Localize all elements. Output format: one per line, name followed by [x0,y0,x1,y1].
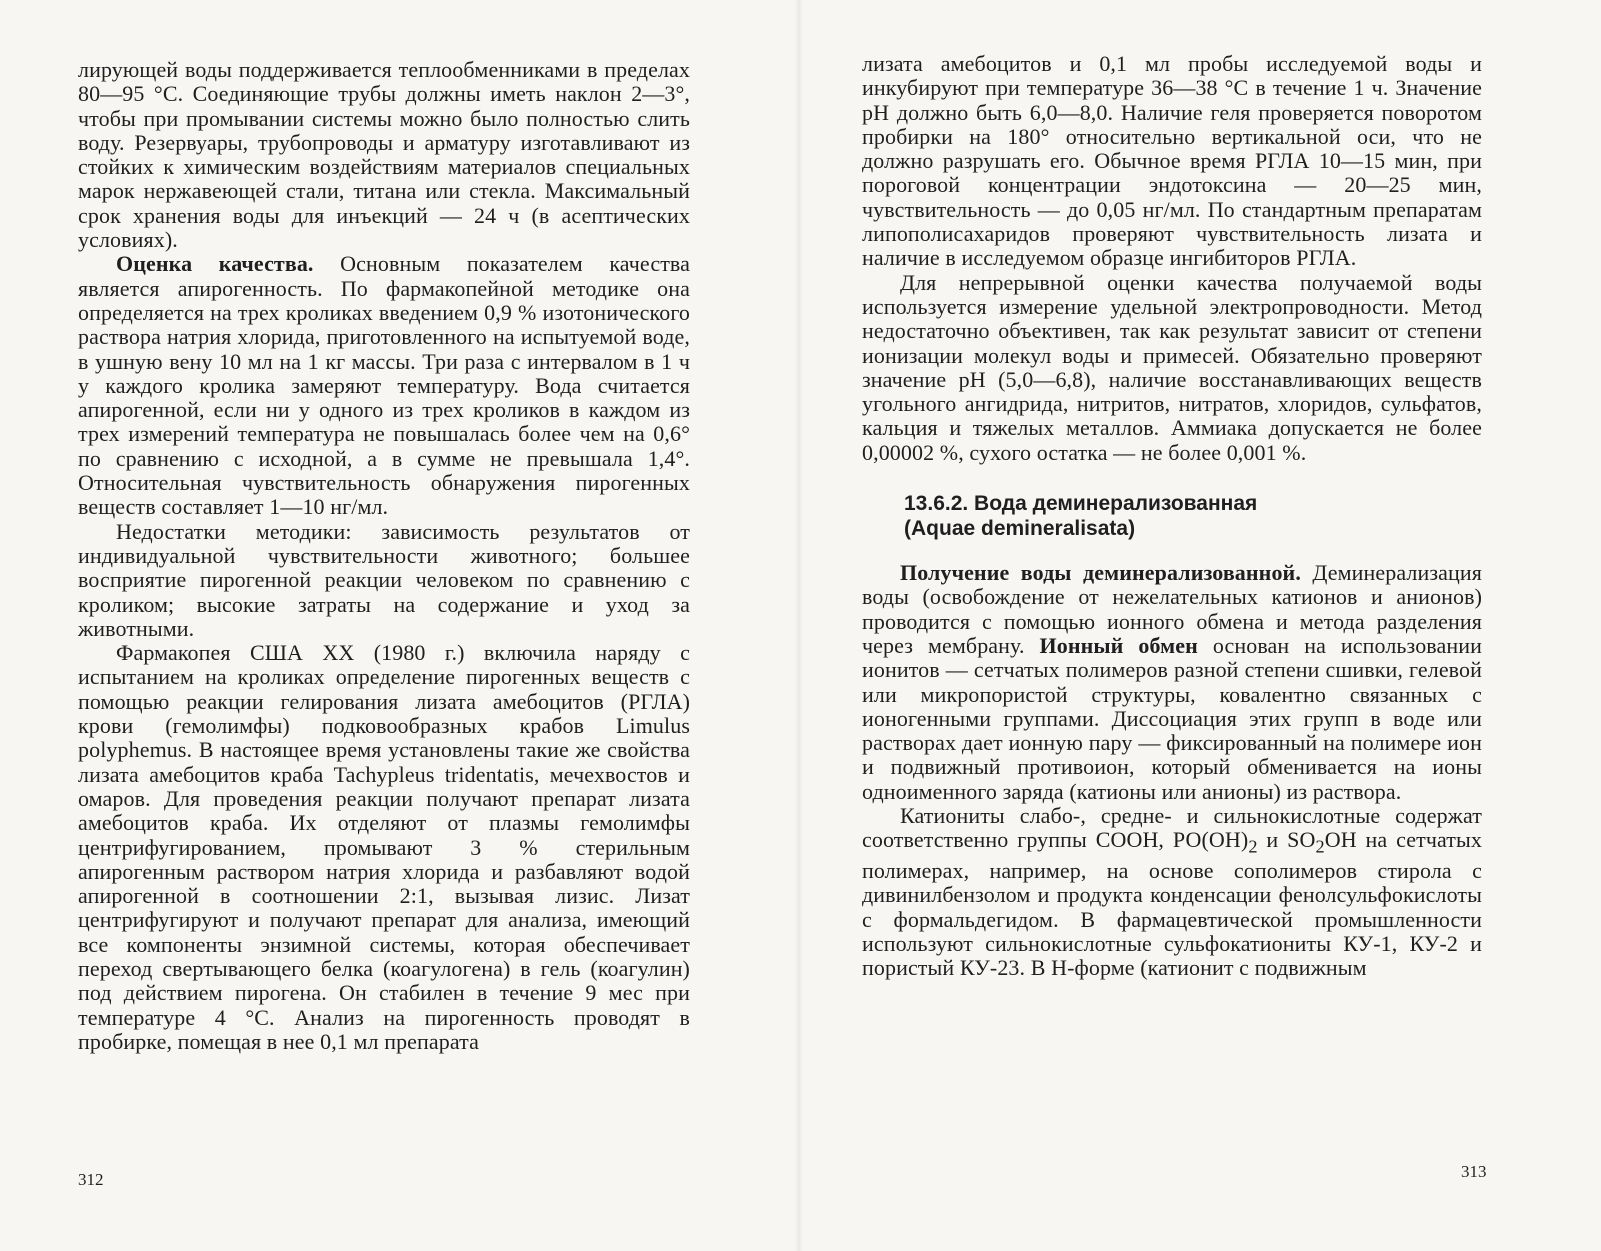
section-heading-latin: (Aquae demineralisata) [904,517,1136,541]
right-page-text [862,52,1482,980]
subscript: 2 [1248,836,1258,857]
paragraph-text: Основным показателем качества является апирогенность. По фармакопейной методике она определяется на трех кроликах введением 0,9 % изотонического раствора натрия хлорида, приготовленного на испытуемой воде, в ушную вену 10 мл на 1 кг массы. Три раза с интервалом в 1 ч у каждого кролика замеряют температуру. Вода считается апирогенной, если ни у одного из трех кроликов в каждом из трех измерений температура не повышалась более чем на 0,6° по сравнению с исходной, а в сумме не превышала 1,4°. Относительная чувствительность обнаружения пирогенных веществ составляет 1—10 нг/мл. [78,251,690,520]
paragraph: Для непрерывной оценки качества получаемой воды используется измерение удельной электропроводности. Метод недостаточно объективен, так как результат зависит от степени ионизации молекул воды и примесей. Обязательно проверяют значение рН (5,0—6,8), наличие восстанавливающих веществ угольного ангидрида, нитритов, нитратов, хлоридов, сульфатов, кальция и тяжелых металлов. Аммиака допускается не более 0,00002 %, сухого остатка — не более 0,001 %. [862,269,1482,465]
paragraph: лирующей воды поддерживается теплообменниками в пределах 80—95 °С. Соединяющие трубы должны иметь наклон 2—3°, чтобы при промывании системы можно было полностью слить воду. Резервуары, трубопроводы и арматуру изготавливают из стойких к химическим воздействиям материалов специальных марок нержавеющей стали, титана или стекла. Максимальный срок хранения воды для инъекций — 24 ч (в асептических условиях). [78,57,690,253]
bold-term: Ионный обмен [1039,632,1198,658]
paragraph-text: Деминерализация воды (освобождение от нежелательных катионов и анионов) проводится с помощью ионного обмена и метода разделения через мембрану. [862,560,1482,658]
paragraph [862,804,1482,980]
left-page-text [78,58,690,1054]
left-page [0,0,800,1251]
paragraph-text: и SO [1257,827,1316,853]
section-heading [904,491,1482,541]
page-number: 313 [1461,1162,1487,1181]
paragraph [78,252,690,519]
right-page [800,0,1601,1251]
paragraph: Недостатки методики: зависимость результатов от индивидуальной чувствительности животного; большее восприятие пирогенной реакции человеком по сравнению с кроликом; высокие затраты на содержание и уход за животными. [78,518,690,641]
bold-lead: Оценка качества. [116,251,314,277]
paragraph: Фармакопея США XX (1980 г.) включила наряду с испытанием на кроликах определение пирогенных веществ с помощью реакции гелирования лизата амебоцитов (РГЛА) крови (гемолимфы) подковообразных крабов Limulus polyphemus. В настоящее время установлены такие же свойства лизата амебоцитов краба Tachypleus tridentatis, мечехвостов и омаров. Для проведения реакции получают препарат лизата амебоцитов краба. Их отделяют от плазмы гемолимфы центрифугированием, промывают 3 % стерильным апирогенным раствором натрия хлорида и разбавляют водой апирогенной в соотношении 2:1, вызывая лизис. Лизат центрифугируют и получают препарат для анализа, имеющий все компоненты энзимной системы, которая обеспечивает переход свертывающего белка (коагулогена) в гель (коагулин) под действием пирогена. Он стабилен в течение 9 мес при температуре 4 °С. Анализ на пирогенность проводят в пробирке, помещая в нее 0,1 мл препарата [78,640,690,1054]
section-heading-title: 13.6.2. Вода деминерализованная [904,492,1258,516]
paragraph: лизата амебоцитов и 0,1 мл пробы исследуемой воды и инкубируют при температуре 36—38 °С в течение 1 ч. Значение рН должно быть 6,0—8,0. Наличие геля проверяется поворотом пробирки на 180° относительно вертикальной оси, что не должно разрушать его. Обычное время РГЛА 10—15 мин, при пороговой концентрации эндотоксина — 20—25 мин, чувствительность — до 0,05 нг/мл. По стандартным препаратам липополисахаридов проверяют чувствительность лизата и наличие в исследуемом образце ингибиторов РГЛА. [862,51,1482,271]
paragraph-text: основан на использовании ионитов — сетчатых полимеров разной степени сшивки, гелевой или микропористой структуры, ковалентно связанных с ионогенными группами. Диссоциация этих групп в воде или растворах дает ионную пару — фиксированный на полимере ион и подвижный противоион, который обменивается на ионы одноименного заряда (катионы или анионы) из раствора. [862,632,1482,804]
page-number: 312 [78,1170,104,1189]
paragraph-text: OH на сетчатых полимерах, например, на основе сополимеров стирола с дивинилбензолом и продукта конденсации фенолсульфокислоты с формальдегидом. В фармацевтической промышленности используют сильнокислотные сульфокатиониты КУ-1, КУ-2 и пористый КУ-23. В Н-форме (катионит с подвижным [862,827,1483,981]
subscript: 2 [1315,836,1325,857]
bold-lead: Получение воды деминерализованной. [900,560,1301,586]
paragraph [862,561,1482,804]
paragraph-text: Катиониты слабо-, средне- и сильнокислотные содержат соответственно группы СООН, РО(ОН) [862,803,1482,853]
